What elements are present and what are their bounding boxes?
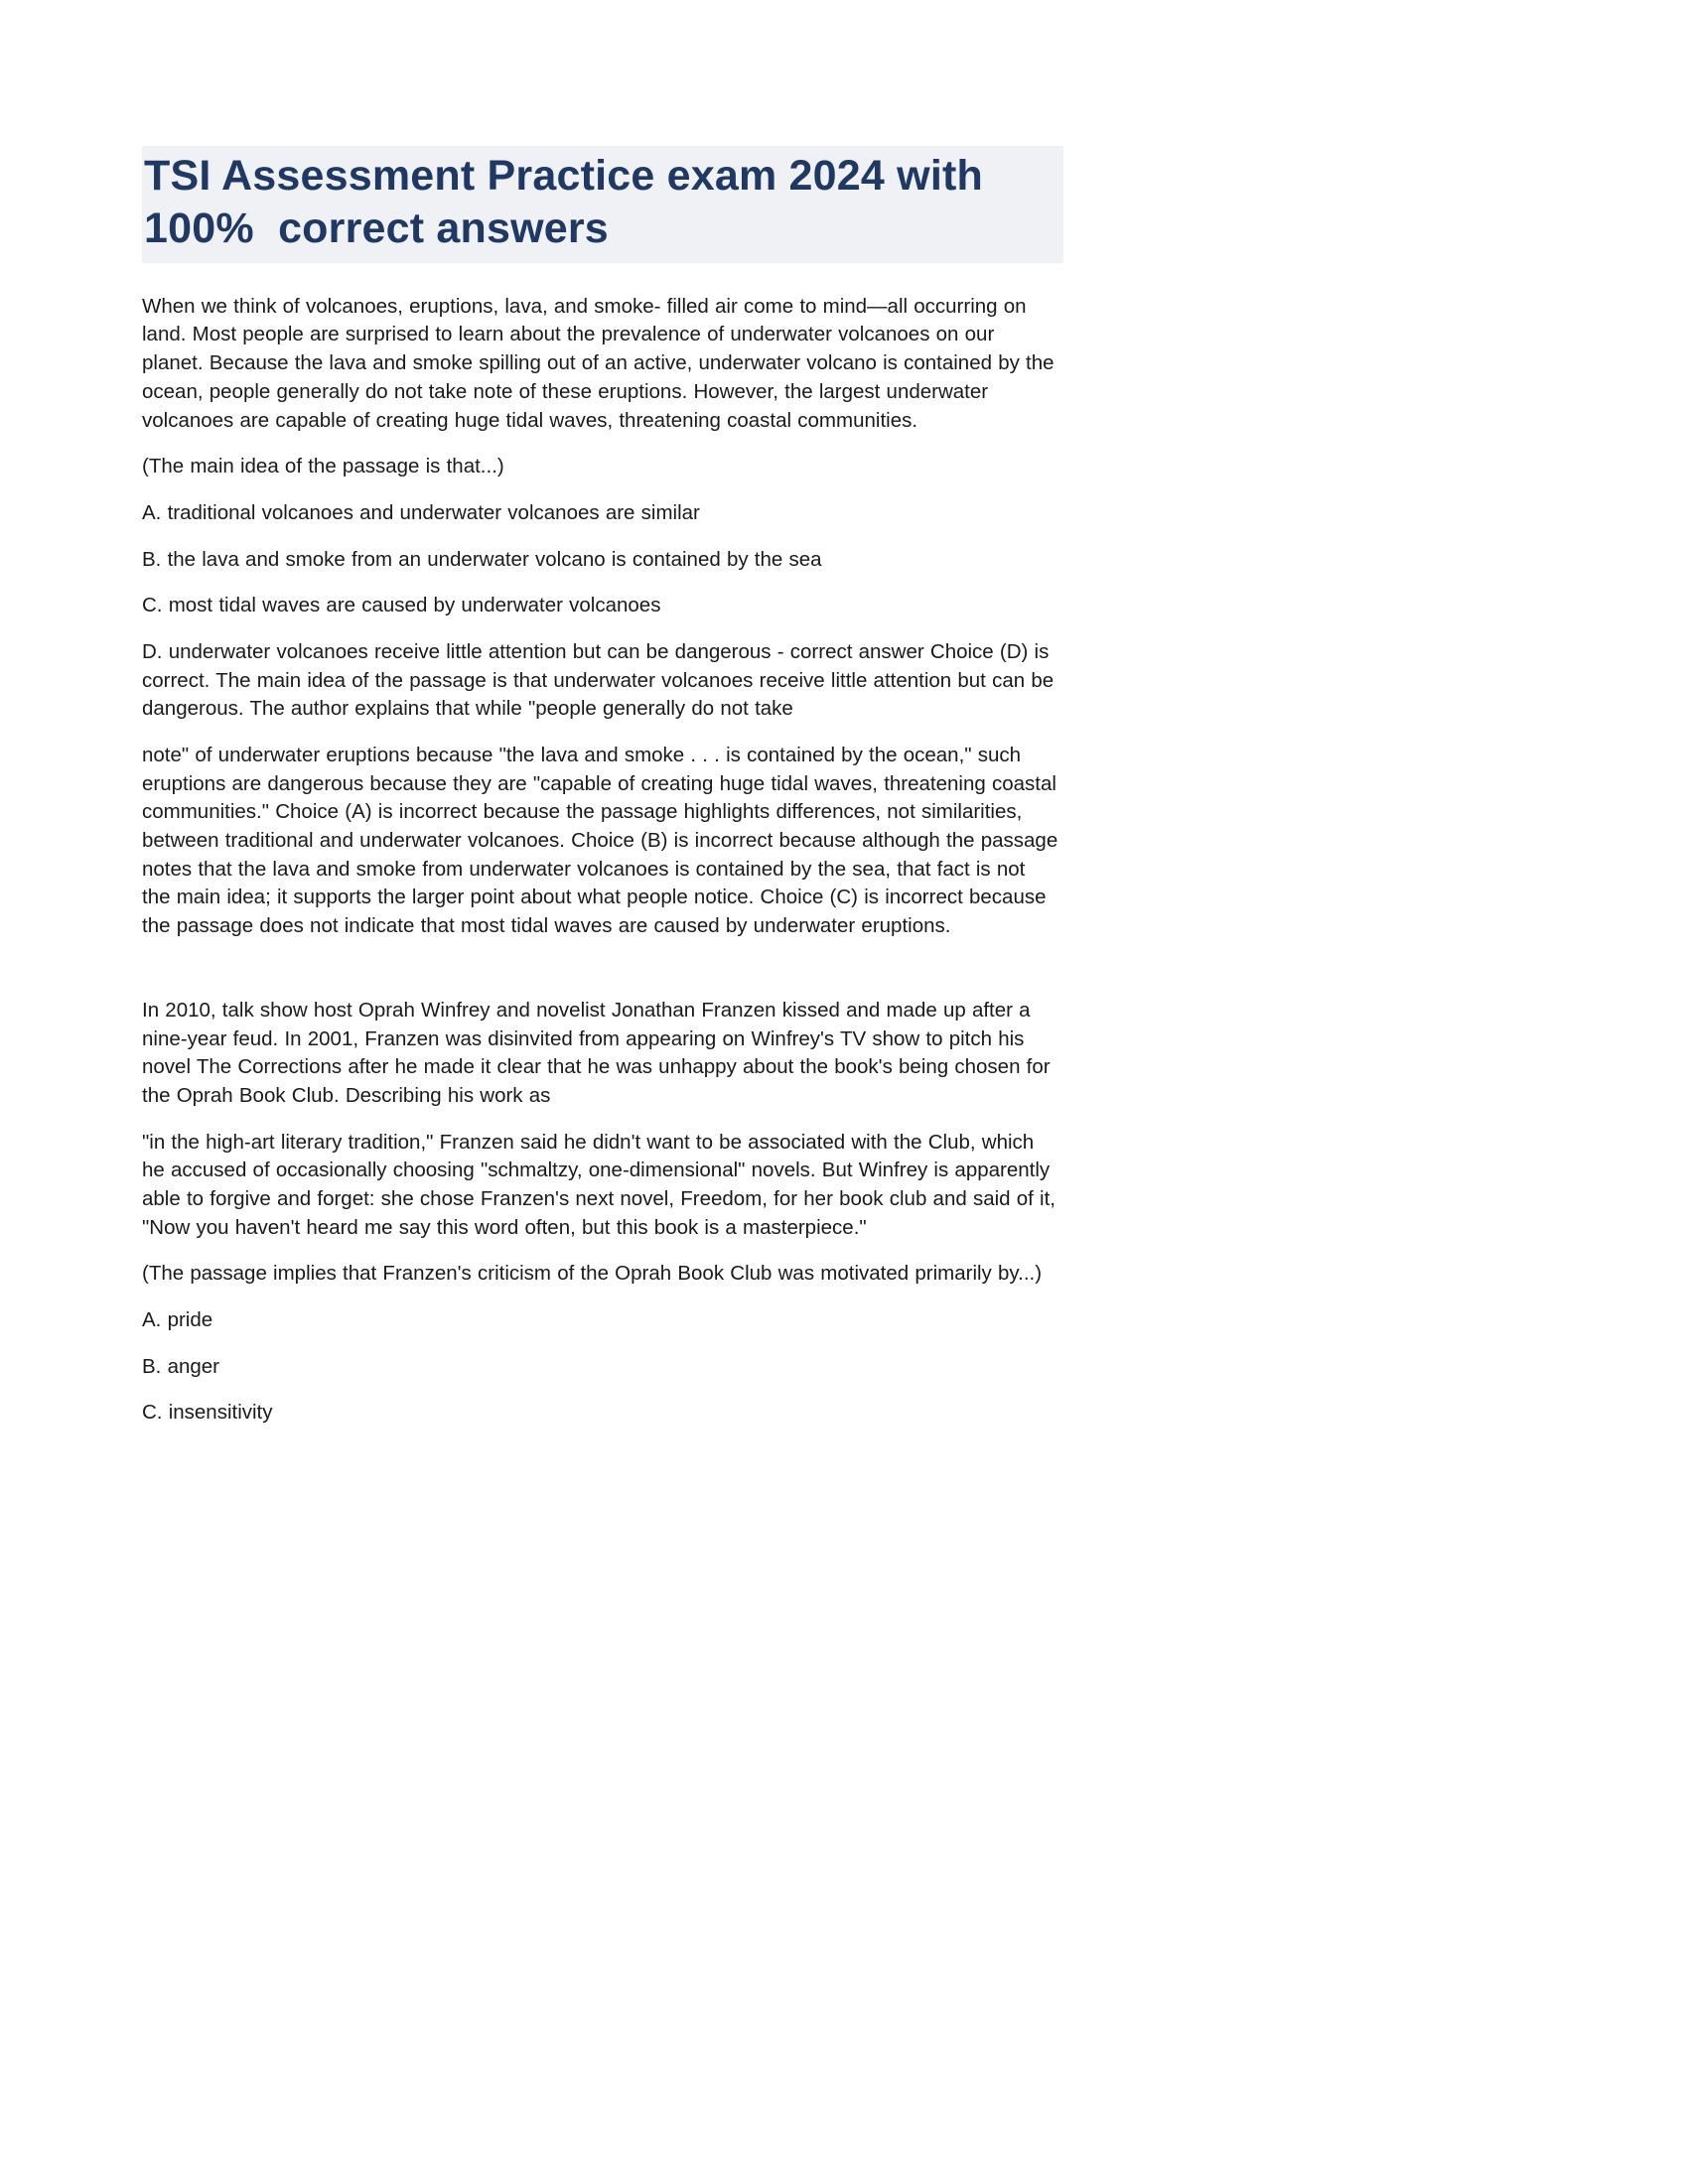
page-title <box>142 146 1063 263</box>
page-title-line-1: TSI Assessment Practice exam 2024 with <box>144 152 983 200</box>
document-body <box>142 293 1063 1428</box>
question-2-choice-b: B. anger <box>142 1354 219 1378</box>
page-content <box>142 146 1063 1445</box>
question-2-choice-c: C. insensitivity <box>142 1401 273 1425</box>
question-1-stem: (The main idea of the passage is that...) <box>142 455 504 478</box>
page-title-line-2: 100% correct answers <box>144 204 609 252</box>
passage-1: When we think of volcanoes, eruptions, lava, and smoke- filled air come to mind—all occurring on land. Most people are surprised to learn about the prevalence of underwater volcanoes on our planet. Because the lava and smoke spilling out of an active, underwater volcano is contained by the ocean, people generally do not take note of these eruptions. However, the largest underwater volcanoes are capable of creating huge tidal waves, threatening coastal communities. <box>142 294 1055 432</box>
question-1-explanation: note" of underwater eruptions because "the lava and smoke . . . is contained by the ocean," such eruptions are dangerous because they are "capable of creating huge tidal waves, threatening coastal communities." Choice (A) is incorrect because the passage highlights differences, not similarities, between traditional and underwater volcanoes. Choice (B) is incorrect because although the passage notes that the lava and smoke from underwater volcanoes is contained by the sea, that fact is not the main idea; it supports the larger point about what people notice. Choice (C) is incorrect because the passage does not indicate that most tidal waves are caused by underwater eruptions. <box>142 744 1058 938</box>
question-2-stem: (The passage implies that Franzen's criticism of the Oprah Book Club was motivated primarily by...) <box>142 1262 1043 1286</box>
passage-2-continued: "in the high-art literary tradition," Franzen said he didn't want to be associated with the Club, which he accused of occasionally choosing "schmaltzy, one-dimensional" novels. But Winfrey is apparently able to forgive and forget: she chose Franzen's next novel, Freedom, for her book club and said of it, "Now you haven't heard me say this word often, but this book is a masterpiece." <box>142 1130 1055 1239</box>
question-1-choice-d-correct-answer: D. underwater volcanoes receive little attention but can be dangerous - correct answer Choice (D) is correct. The main idea of the passage is that underwater volcanoes receive little attention but can be dangerous. The author explains that while "people generally do not take <box>142 639 1055 721</box>
question-2-choice-a: A. pride <box>142 1308 213 1331</box>
passage-2: In 2010, talk show host Oprah Winfrey and novelist Jonathan Franzen kissed and made up after a nine-year feud. In 2001, Franzen was disinvited from appearing on Winfrey's TV show to pitch his novel The Corrections after he made it clear that he was unhappy about the book's being chosen for the Oprah Book Club. Describing his work as <box>142 998 1051 1107</box>
question-1-choice-b: B. the lava and smoke from an underwater volcano is contained by the sea <box>142 547 822 571</box>
question-1-choice-c: C. most tidal waves are caused by underwater volcanoes <box>142 594 661 617</box>
question-1-choice-a: A. traditional volcanoes and underwater volcanoes are similar <box>142 500 700 524</box>
